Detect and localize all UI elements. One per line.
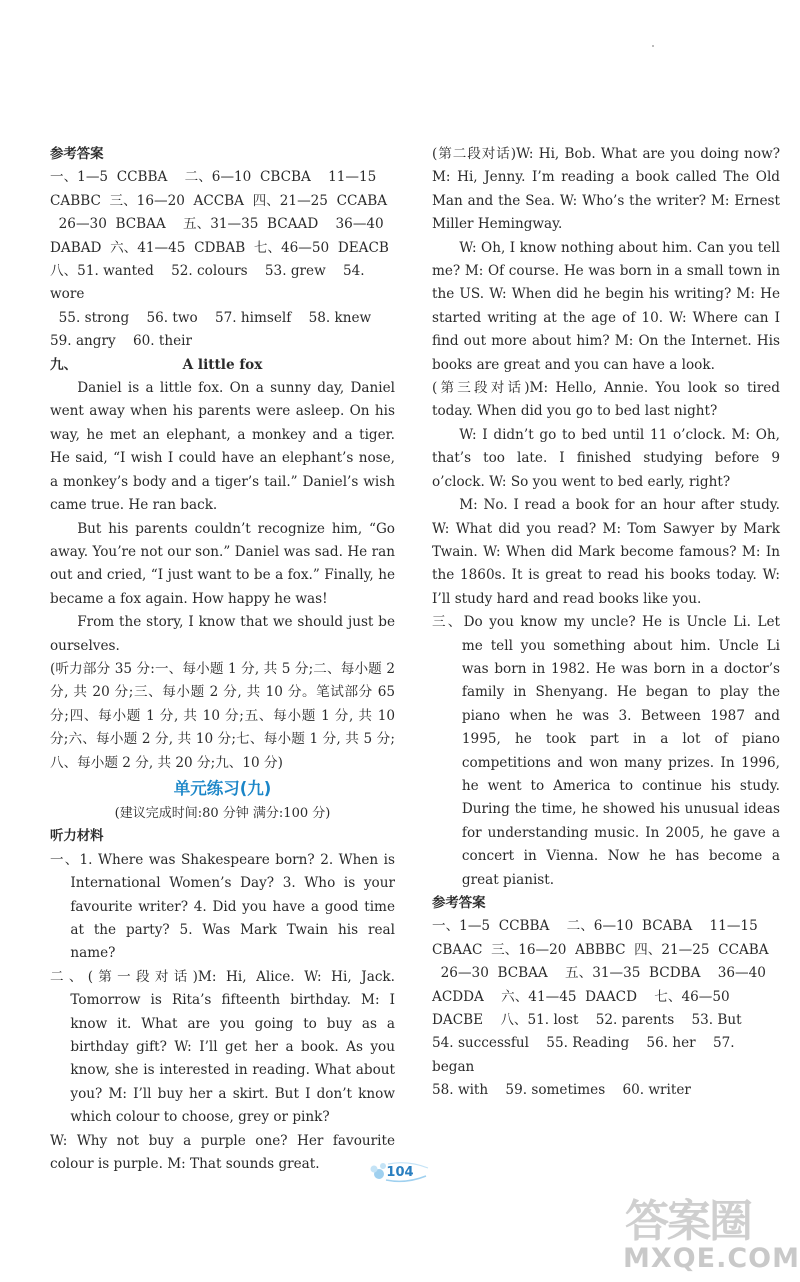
story-paragraph-3: From the story, I know that we should just be ourselves. xyxy=(50,614,395,654)
story-paragraph-1: Daniel is a little fox. On a sunny day, Daniel went away when his parents were asleep. On his way, he met an elephant, a monkey and a tiger. He said, “I wish I could have an elephant’s nose, a monkey’s body and a tiger’s tail.” Daniel’s wish came true. He ran back. xyxy=(50,380,395,514)
dialogue-3-opening: (第三段对话)M: Hello, Annie. You look so tired today. When did you go to bed last night? xyxy=(432,380,780,420)
answer-heading-left: 参考答案 xyxy=(50,147,104,162)
answer-key-right: 一、1—5 CCBBA 二、6—10 BCABA 11—15 CBAAC 三、16—20 ABBBC 四、21—25 CCABA 26—30 BCBAA 五、31—35 BCDBA 36—40 ACDDA 六、41—45 DAACD 七、46—50 DACBE 八、51. lost 52. parents 53. But 54. successful 55. Reading 56. her 57. began 58. with 59. sometimes 60. writer xyxy=(432,918,769,1099)
answer-key-left: 一、1—5 CCBBA 二、6—10 CBCBA 11—15 CABBC 三、16—20 ACCBA 四、21—25 CCABA 26—30 BCBAA 五、31—35 BCAAD 36—40 DABAD 六、41—45 CDBAB 七、46—50 DEACB 八、51. wanted 52. colours 53. grew 54. wore 55. strong 56. two 57. himself 58. knew 59. angry 60. their xyxy=(50,169,389,350)
unit-title: 单元练习(九) xyxy=(173,778,272,798)
story-title-line xyxy=(50,354,395,377)
dialogue-2-opening: (第二段对话)W: Hi, Bob. What are you doing now? M: Hi, Jenny. I’m reading a book called The Old Man and the Sea. W: Who’s the writer? M: Ernest Miller Hemingway. xyxy=(432,146,780,233)
story-title: A little fox xyxy=(182,356,263,373)
answer-heading-right: 参考答案 xyxy=(432,896,486,911)
listening-part-2-dialogue-1-end: W: Why not buy a purple one? Her favourite colour is purple. M: That sounds great. xyxy=(50,1132,395,1173)
watermark-logo: 答案圈 xyxy=(625,1196,751,1247)
dialogue-3-part-3: M: No. I read a book for an hour after study. W: What did you read? M: Tom Sawyer by Mark Twain. W: When did Mark become famous? M: In the 1860s. It is great to read his books today. W: I’ll study hard and read books like you. xyxy=(432,497,780,607)
listening-part-1: 一、1. Where was Shakespeare born? 2. When is International Women’s Day? 3. Who is your favourite writer? 4. Did you have a good time at the party? 5. Was Mark Twain his real name? xyxy=(50,851,395,962)
page-number-badge xyxy=(368,1158,432,1186)
scoring-note: (听力部分 35 分:一、每小题 1 分, 共 5 分;二、每小题 2 分, 共 20 分;三、每小题 2 分, 共 10 分。笔试部分 65 分;四、每小题 1 分, 共 10 分;五、每小题 1 分, 共 10 分;六、每小题 2 分, 共 10 分;七、每小题 1 分, 共 5 分;八、每小题 2 分, 共 20 分;九、10 分) xyxy=(50,660,395,771)
left-column xyxy=(50,143,395,1176)
watermark xyxy=(615,1185,800,1280)
right-column xyxy=(432,143,780,1103)
story-paragraph-2: But his parents couldn’t recognize him, “Go away. You’re not our son.” Daniel was sad. He ran out and cried, “I just want to be a fox.” Finally, he became a fox again. How happy he was! xyxy=(50,520,395,607)
section-nine-label: 九、 xyxy=(50,356,78,373)
listening-part-2-dialogue-1: 二、(第一段对话)M: Hi, Alice. W: Hi, Jack. Tomorrow is Rita’s fifteenth birthday. M: I know it. What are you going to buy as a birthday gift? W: I’ll get her a book. As you know, she is interested in reading. What about you? M: I’ll buy her a skirt. But I don’t know which colour to choose, grey or pink? xyxy=(50,968,395,1126)
listening-heading: 听力材料 xyxy=(50,829,104,845)
dialogue-2-body: W: Oh, I know nothing about him. Can you tell me? M: Of course. He was born in a small town in the US. W: When did he begin his writing? M: He started writing at the age of 10. W: Where can I find out more about him? M: On the Internet. His books are great and you can have a look. xyxy=(432,239,780,373)
listening-part-3: 三、Do you know my uncle? He is Uncle Li. Let me tell you something about him. Uncle Li was born in 1982. He was born in a doctor’s family in Shenyang. He began to play the piano when he was 3. Between 1987 and 1995, he took part in a lot of piano competitions and won many prizes. In 1996, he went to America to continue his study. During the time, he showed his unusual ideas for understanding music. In 2005, he gave a concert in Vienna. Now he has become a great pianist. xyxy=(432,614,780,888)
unit-note: (建议完成时间:80 分钟 满分:100 分) xyxy=(114,805,331,821)
scan-speck xyxy=(652,45,654,47)
watermark-url: MXQE.COM xyxy=(623,1243,800,1274)
dialogue-3-part-2: W: I didn’t go to bed until 11 o’clock. M: Oh, that’s too late. I finished studying before 9 o’clock. W: So you went to bed early, right? xyxy=(432,426,780,490)
page-number: 104 xyxy=(386,1164,414,1180)
